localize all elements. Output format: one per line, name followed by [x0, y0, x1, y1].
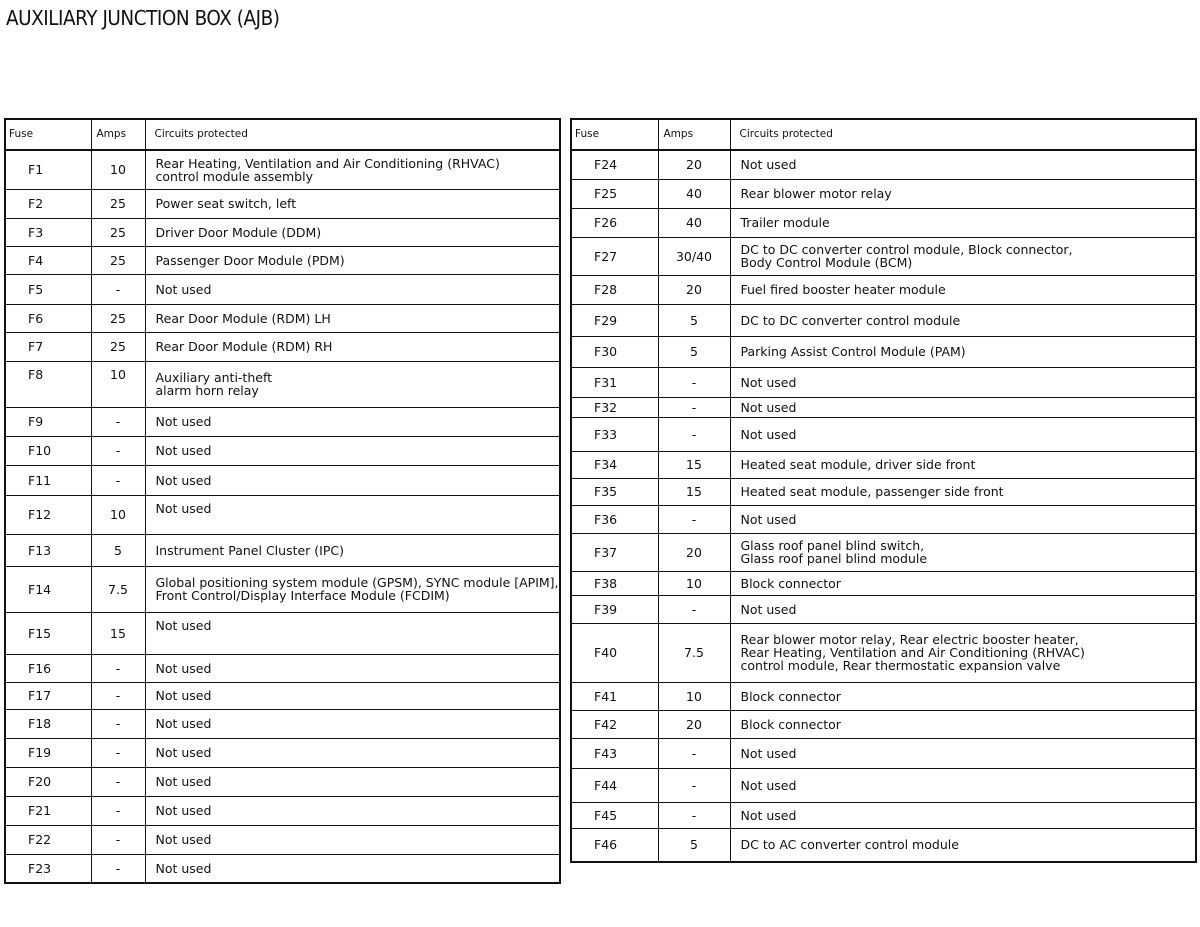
- amps-value: 25: [91, 332, 145, 361]
- circuits-protected: Not used: [145, 854, 560, 883]
- table-row: [571, 208, 1196, 237]
- circuits-protected: Not used: [730, 738, 1196, 768]
- circuits-protected: Heated seat module, passenger side front: [730, 478, 1196, 505]
- amps-value: -: [91, 436, 145, 465]
- amps-value: 15: [91, 612, 145, 654]
- fuse-id: F5: [5, 274, 91, 304]
- fuse-id: F44: [571, 768, 658, 802]
- amps-value: -: [658, 367, 730, 397]
- circuits-protected: Not used: [730, 768, 1196, 802]
- table-row: [571, 451, 1196, 478]
- fuse-id: F21: [5, 796, 91, 825]
- fuse-id: F31: [571, 367, 658, 397]
- table-row: [5, 361, 560, 407]
- amps-value: -: [91, 274, 145, 304]
- circuits-protected: Heated seat module, driver side front: [730, 451, 1196, 478]
- fuse-id: F11: [5, 465, 91, 495]
- amps-value: 15: [658, 451, 730, 478]
- table-row: [571, 417, 1196, 451]
- fuse-id: F45: [571, 802, 658, 828]
- circuits-protected: Not used: [145, 436, 560, 465]
- circuits-protected: Not used: [145, 682, 560, 709]
- amps-value: -: [91, 825, 145, 854]
- table-row: [5, 218, 560, 246]
- amps-value: 20: [658, 710, 730, 738]
- fuse-id: F33: [571, 417, 658, 451]
- header-amps: Amps: [91, 119, 145, 150]
- amps-value: 7.5: [91, 566, 145, 612]
- table-row: [571, 237, 1196, 275]
- fuse-id: F46: [571, 828, 658, 862]
- fuse-id: F1: [5, 150, 91, 189]
- circuits-protected: DC to DC converter control module, Block connector, Body Control Module (BCM): [730, 237, 1196, 275]
- amps-value: -: [91, 796, 145, 825]
- table-row: [5, 796, 560, 825]
- fuse-id: F12: [5, 495, 91, 534]
- table-row: [571, 738, 1196, 768]
- circuits-protected: Rear blower motor relay: [730, 179, 1196, 208]
- fuse-id: F28: [571, 275, 658, 304]
- amps-value: 10: [91, 361, 145, 407]
- circuits-protected: Power seat switch, left: [145, 189, 560, 218]
- table-row: [571, 179, 1196, 208]
- circuits-protected: Not used: [145, 495, 560, 534]
- amps-value: 20: [658, 150, 730, 179]
- circuits-protected: Not used: [730, 595, 1196, 623]
- circuits-protected: Not used: [730, 802, 1196, 828]
- amps-value: -: [91, 682, 145, 709]
- amps-value: 25: [91, 246, 145, 274]
- fuse-id: F6: [5, 304, 91, 332]
- fuse-table-left: [4, 118, 561, 884]
- fuse-table-left-body: [5, 150, 560, 883]
- table-row: [5, 332, 560, 361]
- table-row: [5, 566, 560, 612]
- fuse-id: F22: [5, 825, 91, 854]
- amps-value: 7.5: [658, 623, 730, 682]
- circuits-protected: Auxiliary anti-theft alarm horn relay: [145, 361, 560, 407]
- circuits-protected: Rear blower motor relay, Rear electric booster heater, Rear Heating, Ventilation and Air Conditioning (RHVAC) control module, Rear thermostatic expansion valve: [730, 623, 1196, 682]
- fuse-id: F29: [571, 304, 658, 336]
- amps-value: 25: [91, 189, 145, 218]
- amps-value: 15: [658, 478, 730, 505]
- table-row: [571, 595, 1196, 623]
- table-row: [5, 436, 560, 465]
- fuse-id: F42: [571, 710, 658, 738]
- circuits-protected: Not used: [145, 407, 560, 436]
- amps-value: -: [91, 654, 145, 682]
- circuits-protected: Rear Door Module (RDM) LH: [145, 304, 560, 332]
- circuits-protected: Rear Heating, Ventilation and Air Conditioning (RHVAC) control module assembly: [145, 150, 560, 189]
- table-row: [571, 710, 1196, 738]
- circuits-protected: Rear Door Module (RDM) RH: [145, 332, 560, 361]
- amps-value: 10: [91, 150, 145, 189]
- amps-value: 10: [91, 495, 145, 534]
- amps-value: -: [658, 417, 730, 451]
- fuse-id: F9: [5, 407, 91, 436]
- fuse-id: F35: [571, 478, 658, 505]
- amps-value: 5: [658, 304, 730, 336]
- table-row: [571, 802, 1196, 828]
- circuits-protected: Not used: [145, 738, 560, 767]
- amps-value: 5: [658, 336, 730, 367]
- table-row: [5, 854, 560, 883]
- fuse-id: F39: [571, 595, 658, 623]
- circuits-protected: Not used: [145, 654, 560, 682]
- fuse-id: F23: [5, 854, 91, 883]
- fuse-id: F20: [5, 767, 91, 796]
- amps-value: -: [658, 802, 730, 828]
- circuits-protected: Block connector: [730, 682, 1196, 710]
- fuse-id: F24: [571, 150, 658, 179]
- fuse-id: F3: [5, 218, 91, 246]
- table-row: [5, 246, 560, 274]
- fuse-id: F32: [571, 397, 658, 417]
- table-row: [5, 465, 560, 495]
- fuse-id: F38: [571, 571, 658, 595]
- circuits-protected: Block connector: [730, 571, 1196, 595]
- circuits-protected: Fuel fired booster heater module: [730, 275, 1196, 304]
- circuits-protected: Parking Assist Control Module (PAM): [730, 336, 1196, 367]
- circuits-protected: Not used: [145, 612, 560, 654]
- fuse-id: F41: [571, 682, 658, 710]
- amps-value: -: [91, 738, 145, 767]
- table-row: [571, 150, 1196, 179]
- table-row: [5, 767, 560, 796]
- fuse-id: F37: [571, 533, 658, 571]
- amps-value: -: [658, 738, 730, 768]
- amps-value: 5: [658, 828, 730, 862]
- amps-value: -: [91, 465, 145, 495]
- circuits-protected: Not used: [145, 796, 560, 825]
- amps-value: -: [91, 767, 145, 796]
- table-header-row: [5, 119, 560, 150]
- fuse-id: F7: [5, 332, 91, 361]
- fuse-id: F8: [5, 361, 91, 407]
- fuse-id: F14: [5, 566, 91, 612]
- table-row: [5, 407, 560, 436]
- fuse-id: F4: [5, 246, 91, 274]
- circuits-protected: Not used: [145, 825, 560, 854]
- table-row: [571, 478, 1196, 505]
- circuits-protected: Not used: [730, 417, 1196, 451]
- fuse-id: F19: [5, 738, 91, 767]
- amps-value: -: [658, 595, 730, 623]
- fuse-id: F2: [5, 189, 91, 218]
- circuits-protected: DC to AC converter control module: [730, 828, 1196, 862]
- circuits-protected: Not used: [730, 505, 1196, 533]
- circuits-protected: Passenger Door Module (PDM): [145, 246, 560, 274]
- circuits-protected: Glass roof panel blind switch, Glass roof panel blind module: [730, 533, 1196, 571]
- table-row: [571, 533, 1196, 571]
- circuits-protected: Instrument Panel Cluster (IPC): [145, 534, 560, 566]
- fuse-id: F26: [571, 208, 658, 237]
- circuits-protected: Not used: [145, 465, 560, 495]
- table-row: [5, 612, 560, 654]
- amps-value: -: [658, 768, 730, 802]
- table-row: [571, 336, 1196, 367]
- table-row: [571, 367, 1196, 397]
- fuse-id: F25: [571, 179, 658, 208]
- table-row: [571, 623, 1196, 682]
- amps-value: 10: [658, 571, 730, 595]
- fuse-table-right: [570, 118, 1197, 863]
- fuse-table-right-body: [571, 150, 1196, 862]
- amps-value: 10: [658, 682, 730, 710]
- header-amps: Amps: [658, 119, 730, 150]
- circuits-protected: DC to DC converter control module: [730, 304, 1196, 336]
- table-header-row: [571, 119, 1196, 150]
- table-row: [571, 682, 1196, 710]
- amps-value: -: [658, 397, 730, 417]
- table-row: [571, 304, 1196, 336]
- fuse-id: F27: [571, 237, 658, 275]
- header-circuits: Circuits protected: [730, 119, 1196, 150]
- table-row: [5, 738, 560, 767]
- circuits-protected: Block connector: [730, 710, 1196, 738]
- table-row: [571, 828, 1196, 862]
- table-row: [5, 682, 560, 709]
- amps-value: -: [91, 407, 145, 436]
- header-fuse: Fuse: [571, 119, 658, 150]
- circuits-protected: Global positioning system module (GPSM), SYNC module [APIM], Front Control/Display Interface Module (FCDIM): [145, 566, 560, 612]
- table-row: [5, 495, 560, 534]
- circuits-protected: Not used: [145, 709, 560, 738]
- fuse-id: F40: [571, 623, 658, 682]
- circuits-protected: Not used: [730, 397, 1196, 417]
- header-fuse: Fuse: [5, 119, 91, 150]
- fuse-id: F18: [5, 709, 91, 738]
- amps-value: 25: [91, 218, 145, 246]
- table-row: [5, 709, 560, 738]
- table-row: [571, 275, 1196, 304]
- table-row: [571, 397, 1196, 417]
- table-row: [5, 189, 560, 218]
- amps-value: -: [91, 854, 145, 883]
- header-circuits: Circuits protected: [145, 119, 560, 150]
- amps-value: 25: [91, 304, 145, 332]
- page-title: AUXILIARY JUNCTION BOX (AJB): [6, 6, 280, 30]
- circuits-protected: Not used: [145, 274, 560, 304]
- amps-value: 40: [658, 179, 730, 208]
- table-row: [5, 825, 560, 854]
- circuits-protected: Trailer module: [730, 208, 1196, 237]
- fuse-id: F43: [571, 738, 658, 768]
- table-row: [5, 274, 560, 304]
- circuits-protected: Driver Door Module (DDM): [145, 218, 560, 246]
- circuits-protected: Not used: [145, 767, 560, 796]
- table-row: [571, 768, 1196, 802]
- amps-value: 5: [91, 534, 145, 566]
- amps-value: 20: [658, 533, 730, 571]
- table-row: [5, 150, 560, 189]
- fuse-id: F30: [571, 336, 658, 367]
- table-row: [5, 654, 560, 682]
- fuse-id: F16: [5, 654, 91, 682]
- fuse-id: F17: [5, 682, 91, 709]
- table-row: [571, 505, 1196, 533]
- circuits-protected: Not used: [730, 150, 1196, 179]
- table-row: [5, 304, 560, 332]
- table-row: [5, 534, 560, 566]
- fuse-id: F34: [571, 451, 658, 478]
- amps-value: 40: [658, 208, 730, 237]
- table-row: [571, 571, 1196, 595]
- fuse-id: F10: [5, 436, 91, 465]
- circuits-protected: Not used: [730, 367, 1196, 397]
- amps-value: -: [91, 709, 145, 738]
- fuse-id: F36: [571, 505, 658, 533]
- amps-value: -: [658, 505, 730, 533]
- fuse-id: F13: [5, 534, 91, 566]
- amps-value: 20: [658, 275, 730, 304]
- fuse-id: F15: [5, 612, 91, 654]
- amps-value: 30/40: [658, 237, 730, 275]
